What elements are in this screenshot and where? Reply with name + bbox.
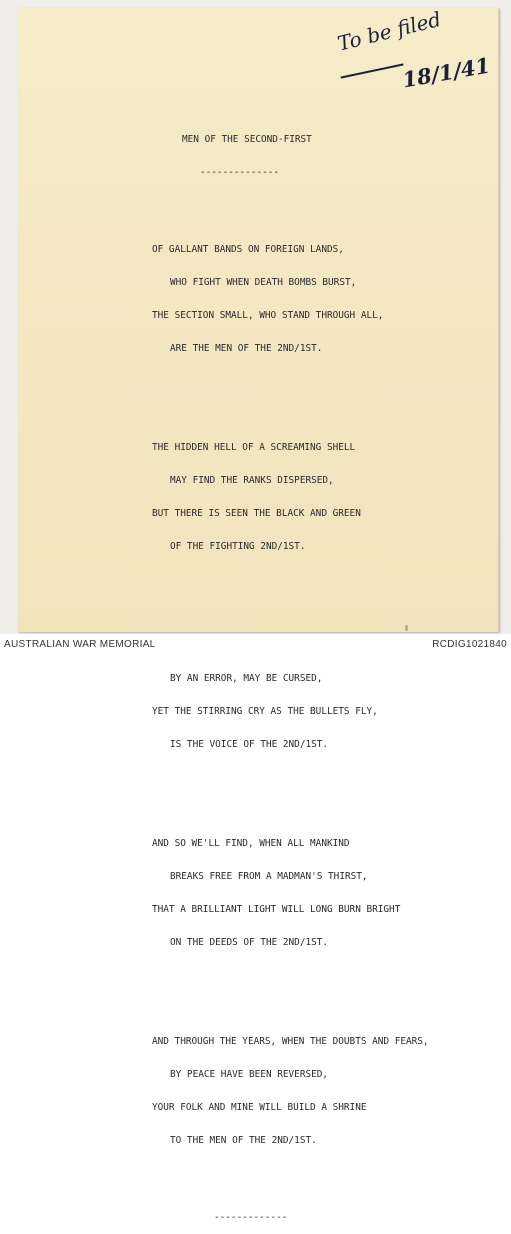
handwritten-date: 18/1/41 <box>400 52 492 93</box>
poem-line: AND THROUGH THE YEARS, WHEN THE DOUBTS AND FEARS, <box>152 1036 429 1047</box>
poem-line: THE HIDDEN HELL OF A SCREAMING SHELL <box>152 442 356 453</box>
poem-line: BREAKS FREE FROM A MADMAN'S THIRST, <box>170 871 368 882</box>
typed-poem <box>152 112 488 1234</box>
poem-line: AND SO WE'LL FIND, WHEN ALL MANKIND <box>152 838 350 849</box>
footer-record-id: RCDIG1021840 <box>432 639 507 650</box>
poem-line: OF GALLANT BANDS ON FOREIGN LANDS, <box>152 244 344 255</box>
stanza-1 <box>152 222 488 376</box>
poem-line: BUT THERE IS SEEN THE BLACK AND GREEN <box>152 508 361 519</box>
punch-mark <box>405 625 408 631</box>
stanza-2 <box>152 420 488 574</box>
end-rule: ------------- <box>214 1212 288 1223</box>
poem-line: WHO FIGHT WHEN DEATH BOMBS BURST, <box>170 277 357 288</box>
title-rule: -------------- <box>200 167 280 178</box>
poem-line: OF THE FIGHTING 2ND/1ST. <box>170 541 306 552</box>
poem-line: YET THE STIRRING CRY AS THE BULLETS FLY, <box>152 706 378 717</box>
handwritten-note: To be filed <box>335 6 444 56</box>
poem-line: IS THE VOICE OF THE 2ND/1ST. <box>170 739 329 750</box>
poem-line: TO THE MEN OF THE 2ND/1ST. <box>170 1135 317 1146</box>
stanza-5 <box>152 1014 488 1168</box>
poem-line: THE SECTION SMALL, WHO STAND THROUGH ALL, <box>152 310 384 321</box>
poem-line: BY AN ERROR, MAY BE CURSED, <box>170 673 323 684</box>
stanza-4 <box>152 816 488 970</box>
poem-line: THAT A BRILLIANT LIGHT WILL LONG BURN BRIGHT <box>152 904 401 915</box>
archive-footer <box>0 634 511 654</box>
poem-line: YOUR FOLK AND MINE WILL BUILD A SHRINE <box>152 1102 367 1113</box>
poem-title: MEN OF THE SECOND-FIRST <box>182 134 312 145</box>
poem-line: BY PEACE HAVE BEEN REVERSED, <box>170 1069 329 1080</box>
poem-line: ARE THE MEN OF THE 2ND/1ST. <box>170 343 323 354</box>
footer-institution: AUSTRALIAN WAR MEMORIAL <box>4 639 156 650</box>
poem-line: ON THE DEEDS OF THE 2ND/1ST. <box>170 937 329 948</box>
poem-line: MAY FIND THE RANKS DISPERSED, <box>170 475 334 486</box>
